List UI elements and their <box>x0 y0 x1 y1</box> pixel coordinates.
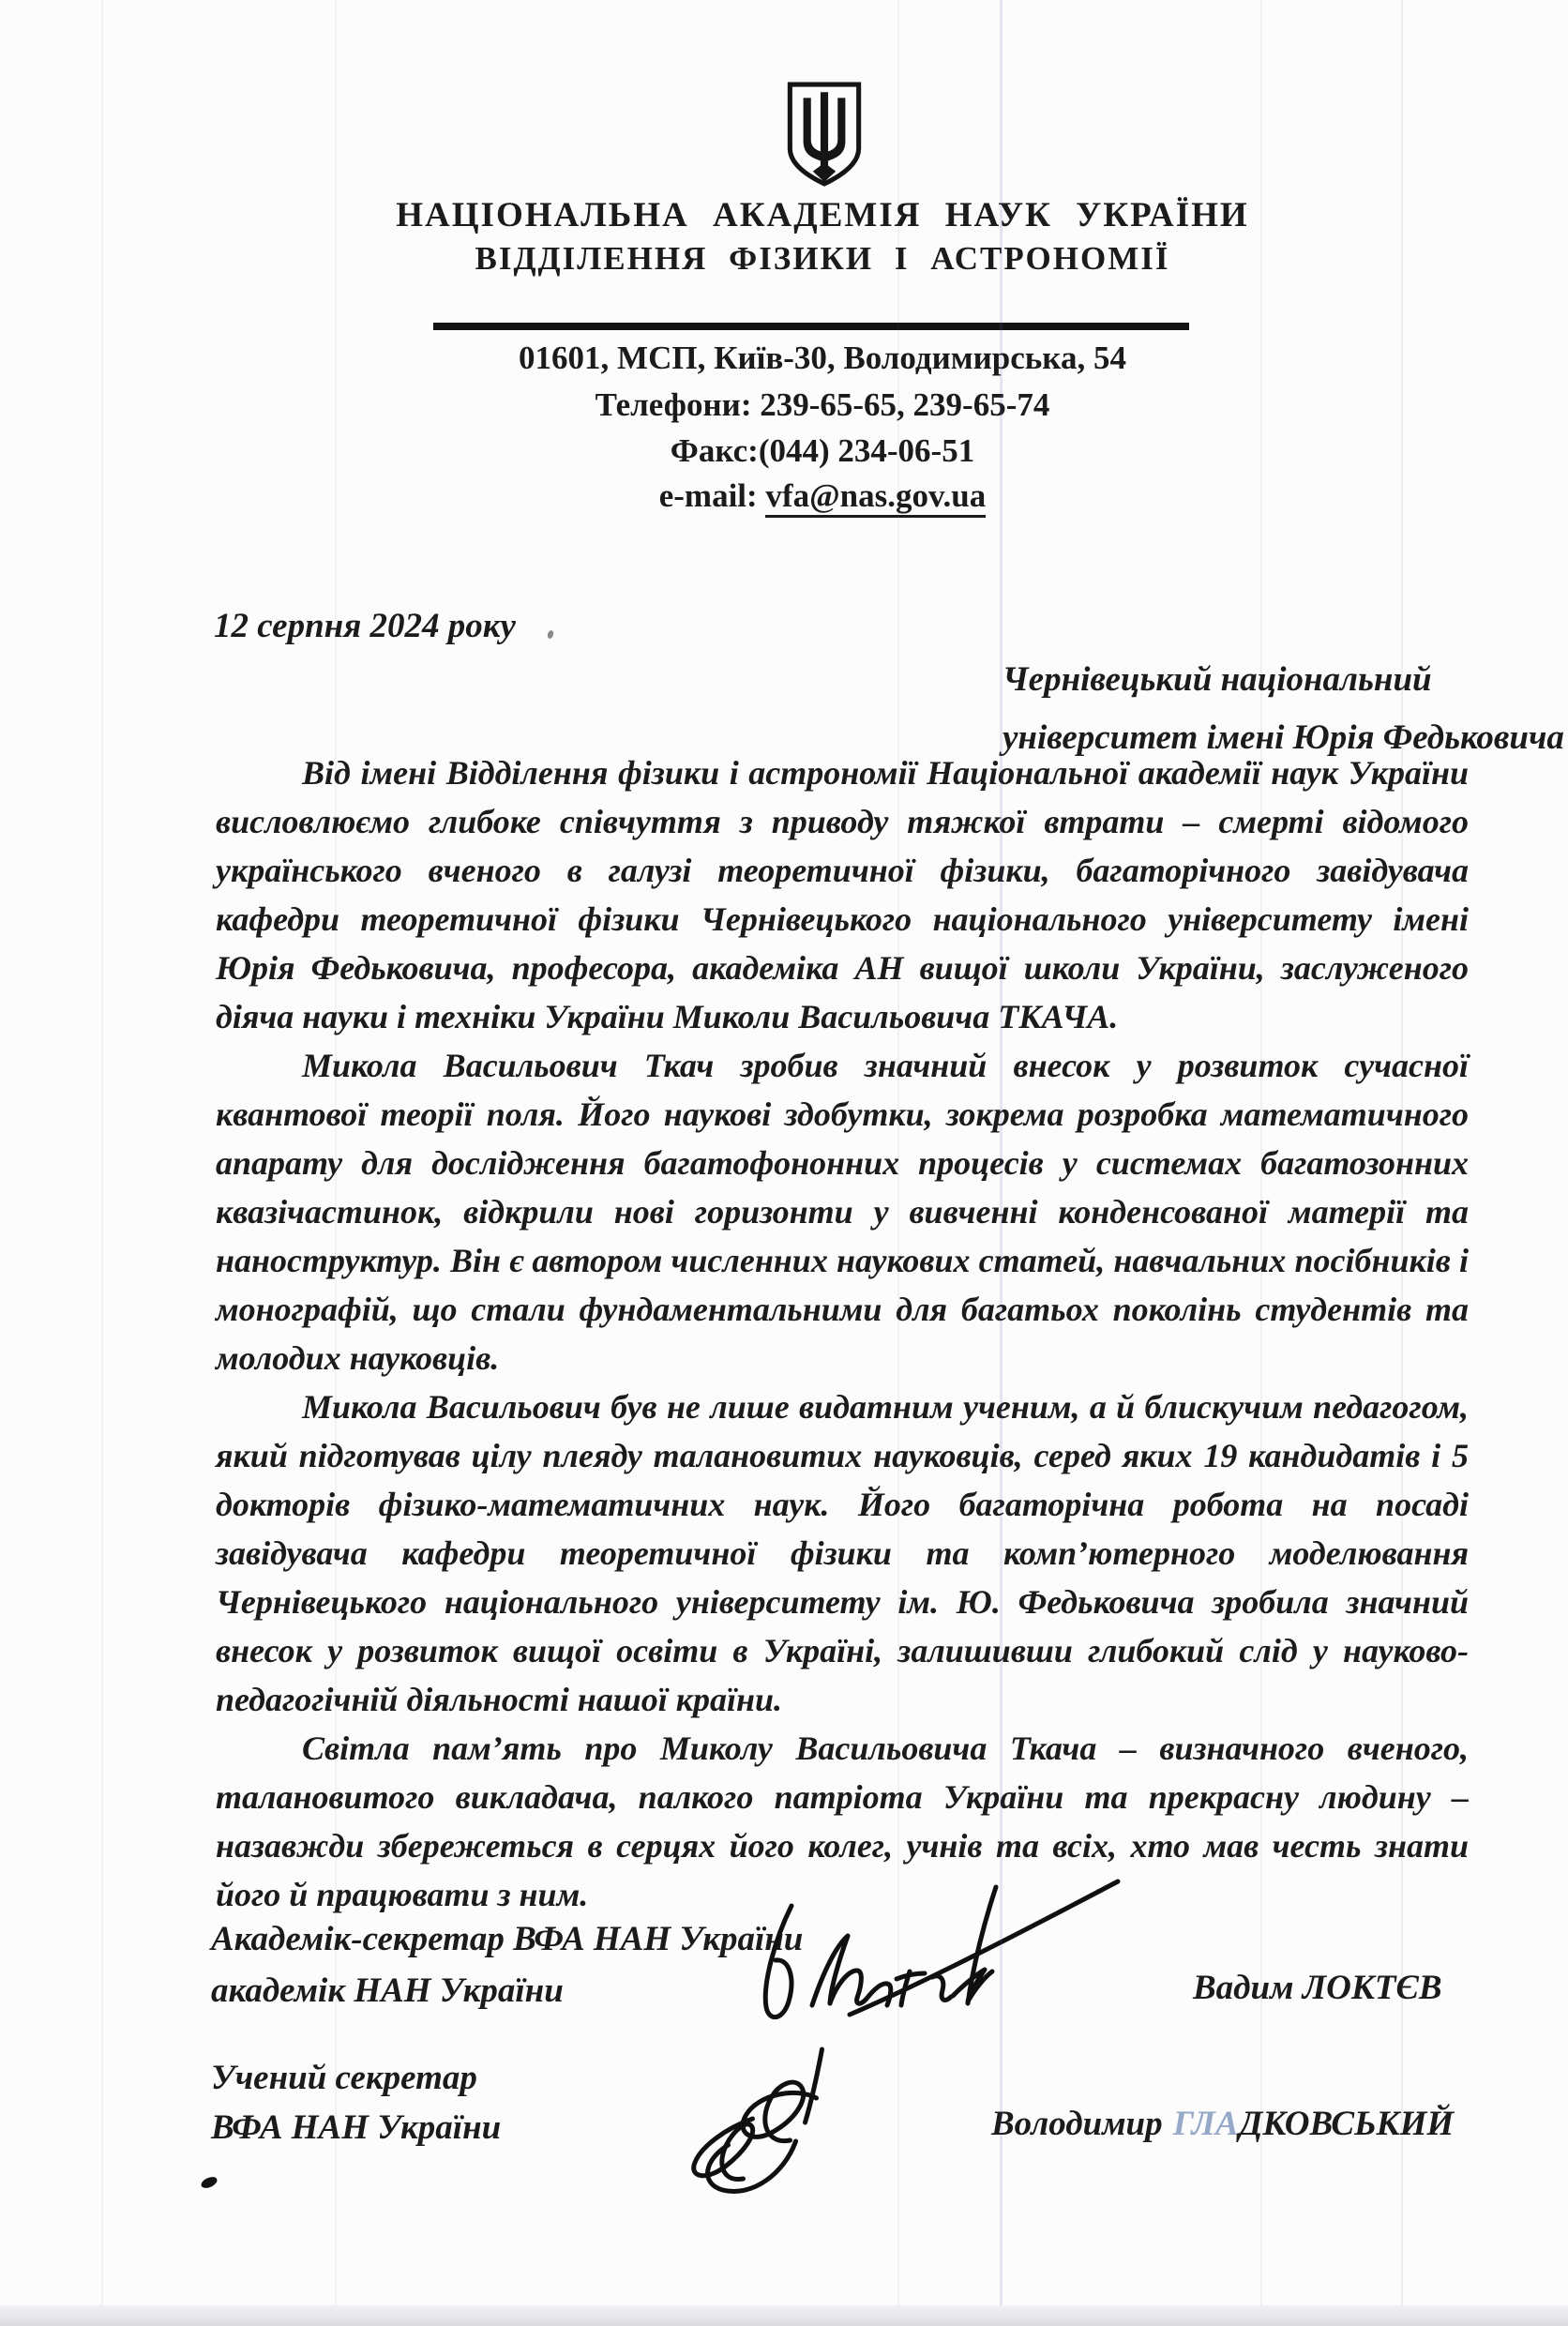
letterhead-address: 01601, МСП, Київ-30, Володимирська, 54 <box>519 340 1126 376</box>
email-address: vfa@nas.gov.ua <box>765 477 986 518</box>
scan-streak <box>101 0 103 2326</box>
signer2-surname-rest: ДКОВСЬКИЙ <box>1239 2105 1455 2143</box>
org-name-line1: НАЦІОНАЛЬНА АКАДЕМІЯ НАУК УКРАЇНИ <box>396 196 1249 234</box>
letterhead-email-line <box>354 477 1291 515</box>
org-name-line2: ВІДДІЛЕННЯ ФІЗИКИ І АСТРОНОМІЇ <box>475 240 1170 277</box>
signer2-surname-faded-part: ГЛА <box>1172 2105 1240 2143</box>
body-paragraph-3: Микола Васильович був не лише видатним ученим, а й блискучим педагогом, який підготував цілу плеяду талановитих науковців, серед яких 19 кандидатів і 5 докторів фізико-математичних наук. Його багаторічна робота на посаді завідувача кафедри теоретичної фізики та комп’ютерного моделювання Чернівецького національного університету ім. Ю. Федьковича зробила значний внесок у розвиток вищої освіти в Україні, залишивши глибокий слід у науково-педагогічній діяльності нашої країни. <box>216 1388 1469 1718</box>
email-label: e-mail: <box>658 477 758 514</box>
recipient-line1: Чернівецький національний <box>1003 660 1432 699</box>
scan-speck <box>547 629 554 639</box>
signer2-title-line2: ВФА НАН України <box>211 2108 502 2147</box>
letterhead-phones: Телефони: 239-65-65, 239-65-74 <box>595 386 1050 423</box>
letter-body <box>216 748 1469 1919</box>
body-paragraph-1: Від імені Відділення фізики і астрономії Національної академії наук України висловлюємо глибоке співчуття з приводу тяжкої втрати – смерті відомого українського вченого в галузі теоретичної фізики, багаторічного завідувача кафедри теоретичної фізики Чернівецького національного університету імені Юрія Федьковича, професора, академіка АН вищої школи України, заслуженого діяча науки і техніки України Миколи Васильовича ТКАЧА. <box>216 754 1469 1035</box>
signer2-name <box>991 2104 1454 2144</box>
letter-date: 12 серпня 2024 року <box>214 607 516 645</box>
signer1-name: Вадим ЛОКТЄВ <box>1193 1969 1442 2007</box>
signer2-title-line1: Учений секретар <box>211 2059 477 2097</box>
signature-loktev <box>722 1866 1229 2045</box>
letterhead-fax: Факс:(044) 234-06-51 <box>670 432 975 469</box>
recipient-line2: університет імені Юрія Федьковича <box>1003 718 1564 757</box>
signer2-first-name: Володимир <box>991 2105 1163 2143</box>
letterhead-divider-rule <box>433 323 1189 330</box>
body-paragraph-2: Микола Васильович Ткач зробив значний внесок у розвиток сучасної квантової теорії поля. Його наукові здобутки, зокрема розробка математичного апарату для дослідження багатофононних процесів у системах багатозонних квазічастинок, відкрили нові горизонти у вивченні конденсованої матерії та наноструктур. Він є автором численних наукових статей, навчальних посібників і монографій, що стали фундаментальними для багатьох поколінь студентів та молодих науковців. <box>216 1047 1469 1377</box>
signer1-title-line2: академік НАН України <box>211 1971 564 2010</box>
signer1-title-line1: Академік-секретар ВФА НАН України <box>211 1920 804 1958</box>
ink-blob-artifact <box>200 2175 219 2190</box>
tryzub-emblem-icon <box>784 81 865 188</box>
signature-hladkovskyi <box>610 2040 933 2204</box>
scanner-edge-strip <box>0 2305 1568 2326</box>
body-paragraph-4: Світла пам’ять про Миколу Васильовича Ткача – визначного вченого, талановитого викладача, палкого патріота України та прекрасну людину – назавжди збережеться в серцях його колег, учнів та всіх, хто мав честь знати його й працювати з ним. <box>216 1729 1469 1913</box>
